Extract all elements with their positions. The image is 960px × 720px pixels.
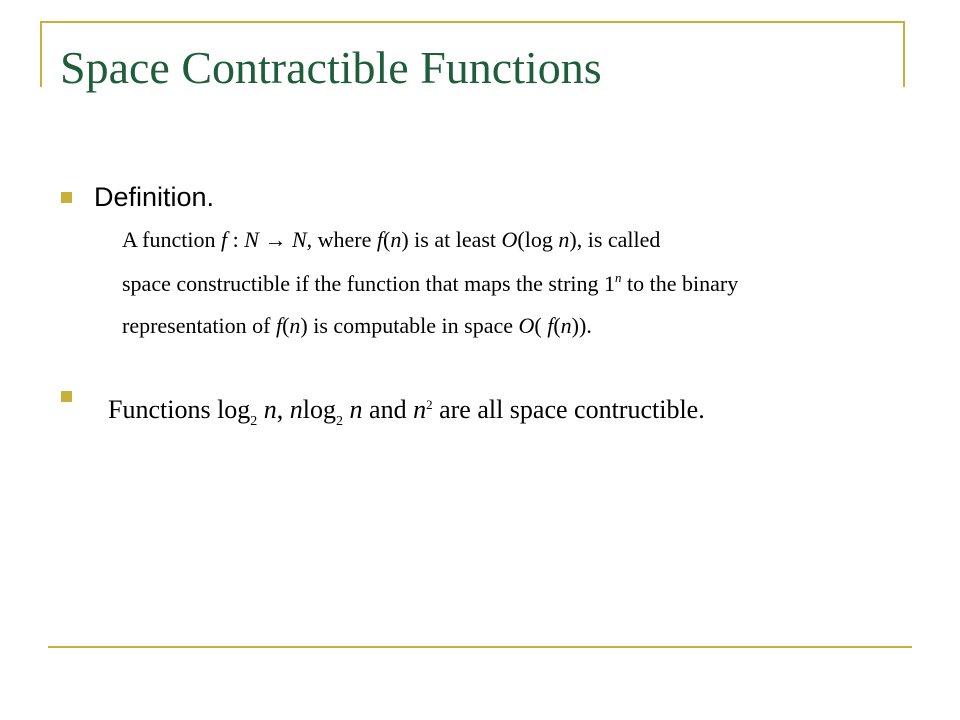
bullet-marker <box>61 391 72 402</box>
frame-bottom-line <box>48 646 912 648</box>
definition-line-3: representation of f(n) is computable in space O( f(n)). <box>122 313 592 338</box>
frame-left-line <box>40 21 42 87</box>
slide-title: Space Contractible Functions <box>60 42 602 93</box>
definition-label: Definition. <box>94 182 215 212</box>
definition-line-2: space constructible if the function that maps the string 1$^n$ to the binary <box>122 270 739 296</box>
frame-top-line <box>40 21 905 23</box>
constructible-functions-statement: Functions $\log_2 n$, nlog$_2$ n and $n^2$ are all space contructible. <box>108 395 705 429</box>
definition-line-1: A function f : N → N, where f(n) is at least O(log n), is called <box>122 227 661 252</box>
frame-right-line <box>903 21 905 87</box>
bullet-marker <box>61 192 72 203</box>
